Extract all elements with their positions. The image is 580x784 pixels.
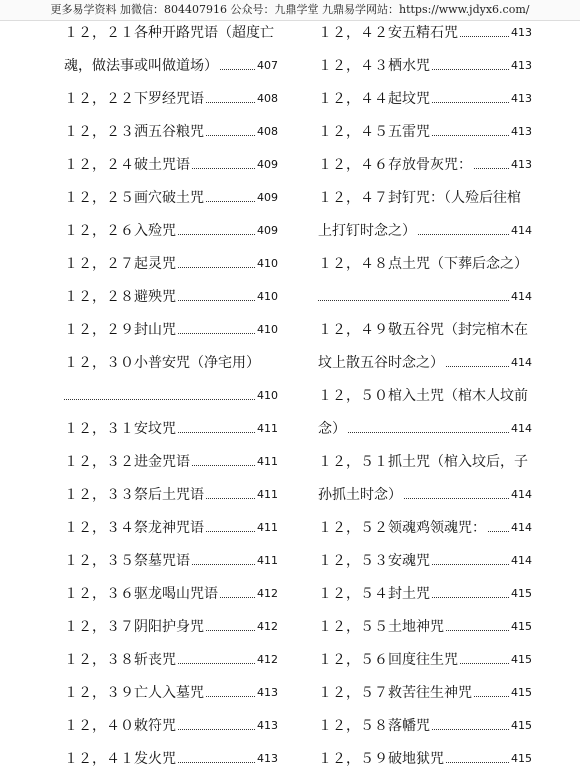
toc-page-number: 407 — [257, 59, 278, 72]
toc-page-number: 415 — [511, 620, 532, 633]
leader-dots — [446, 365, 509, 367]
toc-entry-title: １２，４３栖水咒 — [318, 58, 430, 74]
toc-page-number: 411 — [257, 521, 278, 534]
toc-entry-title: １２，２６入殓咒 — [64, 223, 176, 239]
toc-page-number: 414 — [511, 356, 532, 369]
toc-entry-title: １２，２５画穴破土咒 — [64, 190, 204, 206]
leader-dots — [206, 134, 255, 136]
toc-page-number: 410 — [257, 389, 278, 402]
toc-page-number: 413 — [511, 158, 532, 171]
toc-page-number: 409 — [257, 191, 278, 204]
leader-dots — [432, 563, 509, 565]
toc-entry-title: １２，２１各种开路咒语（超度亡 — [64, 25, 274, 41]
leader-dots — [178, 233, 255, 235]
toc-entry-title: １２，４９敬五谷咒（封完棺木在 — [318, 322, 528, 338]
leader-dots — [178, 431, 255, 433]
leader-dots — [220, 596, 255, 598]
toc-page-number: 410 — [257, 323, 278, 336]
toc-page-number: 410 — [257, 290, 278, 303]
toc-page-number: 408 — [257, 125, 278, 138]
leader-dots — [432, 596, 509, 598]
toc-page-number: 411 — [257, 422, 278, 435]
toc-page-number: 412 — [257, 587, 278, 600]
leader-dots — [192, 167, 255, 169]
leader-dots — [206, 101, 255, 103]
toc-entry-title: １２，２４破土咒语 — [64, 157, 190, 173]
leader-dots — [474, 695, 509, 697]
toc-page-number: 408 — [257, 92, 278, 105]
toc-entry-title: １２，４８点土咒（下葬后念之） — [318, 256, 528, 272]
toc-entry-title: １２，４５五雷咒 — [318, 124, 430, 140]
toc-page-number: 409 — [257, 158, 278, 171]
toc-entry-title: １２，４１发火咒 — [64, 751, 176, 767]
leader-dots — [178, 332, 255, 334]
leader-dots — [460, 662, 509, 664]
toc-page-number: 415 — [511, 653, 532, 666]
toc-entry-title: 上打钉时念之） — [318, 223, 416, 239]
toc-entry-title: １２，５２领魂鸡领魂咒： — [318, 520, 486, 536]
toc-entry-title: １２，３１安坟咒 — [64, 421, 176, 437]
leader-dots — [206, 200, 255, 202]
toc-page-number: 414 — [511, 521, 532, 534]
toc-page-number: 414 — [511, 290, 532, 303]
toc-entry-title: １２，２２下罗经咒语 — [64, 91, 204, 107]
leader-dots — [348, 431, 509, 433]
toc-page-number: 415 — [511, 686, 532, 699]
leader-dots — [446, 761, 509, 763]
toc-entry-title: １２，２９封山咒 — [64, 322, 176, 338]
toc-entry-title: １２，４７封钉咒：（人殓后往棺 — [318, 190, 521, 206]
leader-dots — [206, 695, 255, 697]
leader-dots — [64, 398, 255, 400]
leader-dots — [418, 233, 509, 235]
toc-page-number: 413 — [511, 92, 532, 105]
leader-dots — [206, 629, 255, 631]
leader-dots — [178, 662, 255, 664]
toc-entry-title: １２，３３祭后土咒语 — [64, 487, 204, 503]
leader-dots — [432, 134, 509, 136]
leader-dots — [178, 761, 255, 763]
toc-entry-title: １２，３６驱龙喝山咒语 — [64, 586, 218, 602]
leader-dots — [432, 101, 509, 103]
toc-page-number: 413 — [511, 125, 532, 138]
toc-entry-title: １２，３８斩丧咒 — [64, 652, 176, 668]
leader-dots — [192, 464, 255, 466]
toc-entry-title: １２，５７救苦往生神咒 — [318, 685, 472, 701]
leader-dots — [404, 497, 509, 499]
toc-entry-title: １２，３４祭龙神咒语 — [64, 520, 204, 536]
toc-entry-title: １２，２３洒五谷粮咒 — [64, 124, 204, 140]
toc-entry-title: １２，５６回度往生咒 — [318, 652, 458, 668]
toc-entry-title: １２，３０小普安咒（净宅用） — [64, 355, 260, 371]
toc-entry-title: １２，３７阴阳护身咒 — [64, 619, 204, 635]
leader-dots — [474, 167, 509, 169]
toc-entry-title: １２，３９亡人入墓咒 — [64, 685, 204, 701]
toc-page-number: 410 — [257, 257, 278, 270]
toc-entry-title: １２，２７起灵咒 — [64, 256, 176, 272]
toc-entry-title: １２，４２安五精石咒 — [318, 25, 458, 41]
toc-entry-title: １２，４４起坟咒 — [318, 91, 430, 107]
leader-dots — [206, 497, 255, 499]
toc-page-number: 413 — [511, 26, 532, 39]
toc-entry-title: １２，４０敕符咒 — [64, 718, 176, 734]
toc-entry-title: １２，５５土地神咒 — [318, 619, 444, 635]
toc-entry-title: １２，５０棺入土咒（棺木人坟前 — [318, 388, 528, 404]
leader-dots — [192, 563, 255, 565]
toc-page-number: 413 — [257, 686, 278, 699]
leader-dots — [488, 530, 509, 532]
toc-entry-title: １２，２８避殃咒 — [64, 289, 176, 305]
toc-entry-title: １２，５８落幡咒 — [318, 718, 430, 734]
toc-entry-title: 孙抓土时念） — [318, 487, 402, 503]
toc-page-number: 411 — [257, 455, 278, 468]
toc-entry-title: 念） — [318, 421, 346, 437]
toc-entry-title: １２，５３安魂咒 — [318, 553, 430, 569]
leader-dots — [432, 728, 509, 730]
toc-page-number: 415 — [511, 719, 532, 732]
toc-page-number: 414 — [511, 488, 532, 501]
toc-page-number: 411 — [257, 554, 278, 567]
toc-page-number: 415 — [511, 587, 532, 600]
toc-page-number: 415 — [511, 752, 532, 765]
toc-page-number: 411 — [257, 488, 278, 501]
toc-entry-title: 魂，做法事或叫做道场） — [64, 58, 218, 74]
toc-page-number: 412 — [257, 653, 278, 666]
toc-page-number: 414 — [511, 422, 532, 435]
leader-dots — [206, 530, 255, 532]
toc-entry-title: 坟上散五谷时念之） — [318, 355, 444, 371]
toc-page-number: 414 — [511, 224, 532, 237]
toc-page-number: 413 — [511, 59, 532, 72]
toc-entry-title: １２，４６存放骨灰咒： — [318, 157, 472, 173]
toc-entry-title: １２，３５祭墓咒语 — [64, 553, 190, 569]
leader-dots — [178, 728, 255, 730]
leader-dots — [318, 299, 509, 301]
page-header: 更多易学资料 加微信：804407916 公众号：九鼎学堂 九鼎易学网站：https://www.jdyx6.com/ — [0, 0, 580, 21]
toc-page-number: 412 — [257, 620, 278, 633]
leader-dots — [220, 68, 255, 70]
toc-page-number: 414 — [511, 554, 532, 567]
leader-dots — [446, 629, 509, 631]
leader-dots — [178, 266, 255, 268]
toc-entry-title: １２，５４封土咒 — [318, 586, 430, 602]
leader-dots — [432, 68, 509, 70]
toc-page-number: 413 — [257, 752, 278, 765]
toc-entry-title: １２，５１抓土咒（棺入坟后，子 — [318, 454, 528, 470]
toc-entry-title: １２，５９破地狱咒 — [318, 751, 444, 767]
toc-entry-title: １２，３２进金咒语 — [64, 454, 190, 470]
toc-page-number: 413 — [257, 719, 278, 732]
leader-dots — [178, 299, 255, 301]
toc-page-number: 409 — [257, 224, 278, 237]
leader-dots — [460, 35, 509, 37]
